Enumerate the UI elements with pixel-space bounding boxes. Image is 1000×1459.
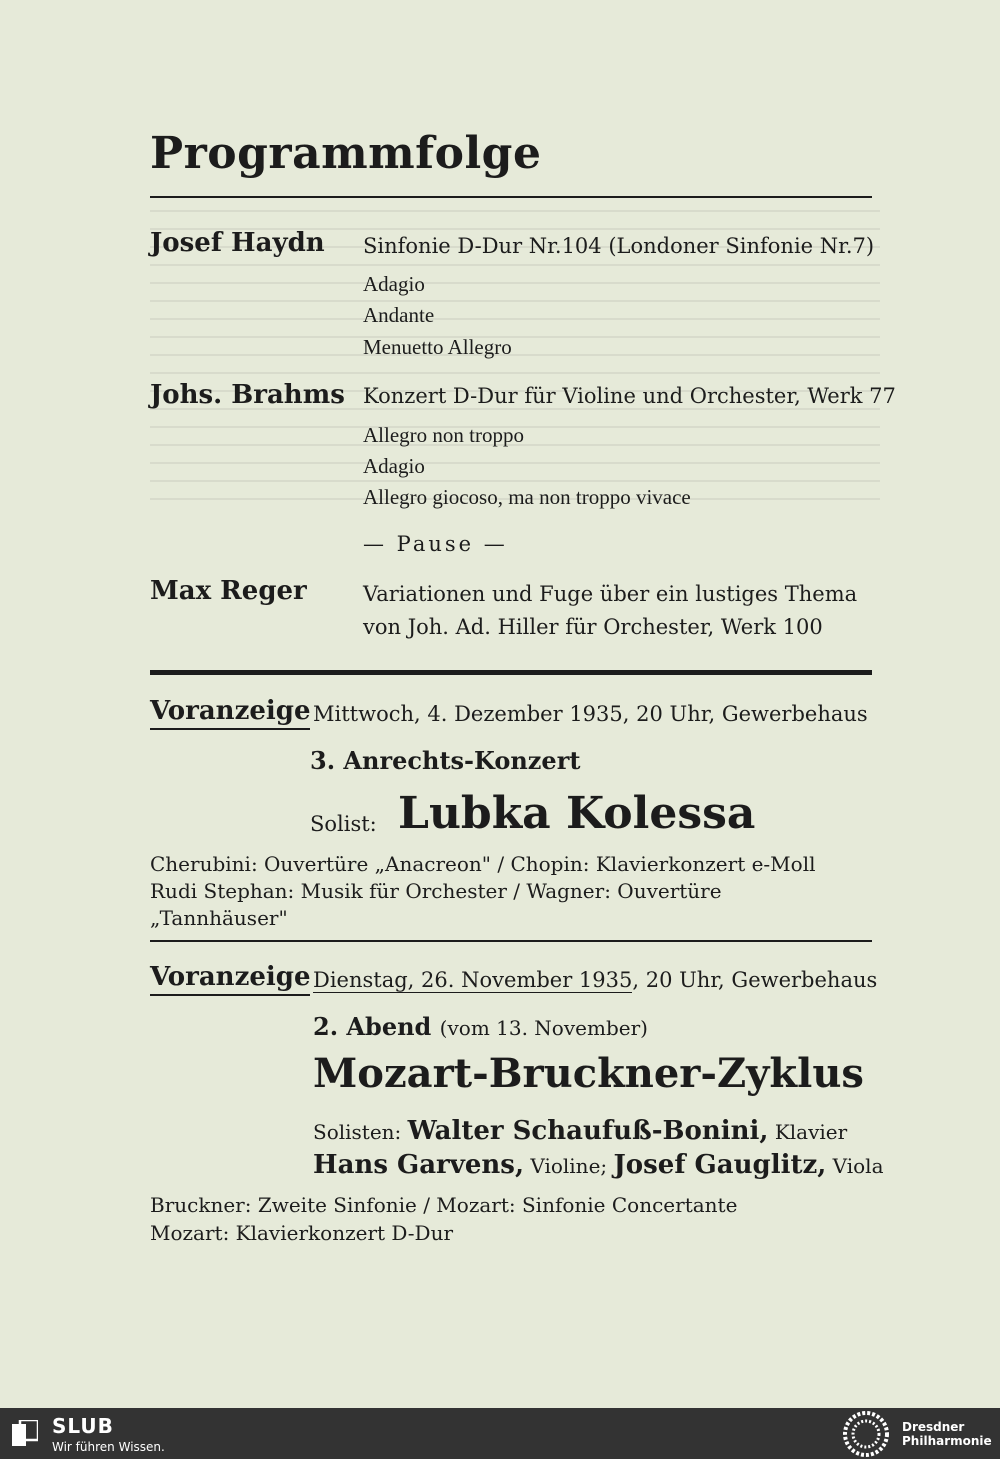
work-reger-line1: Variationen und Fuge über ein lustiges Thema	[363, 582, 858, 606]
movement: Adagio	[363, 272, 425, 296]
composer-haydn: Josef Haydn	[150, 228, 325, 258]
soloist-instrument: Klavier	[774, 1120, 848, 1144]
composer-brahms: Johs. Brahms	[150, 380, 345, 410]
movement: Menuetto Allegro	[363, 335, 512, 359]
movement: Allegro non troppo	[363, 423, 524, 447]
divider	[150, 196, 872, 198]
soloists-line2	[313, 1150, 884, 1180]
preview-label: Voranzeige	[150, 962, 310, 996]
evening-sub: (vom 13. November)	[439, 1016, 648, 1040]
movement: Allegro giocoso, ma non troppo vivace	[363, 485, 691, 509]
divider-heavy	[150, 670, 872, 675]
soloists-label: Solisten:	[313, 1120, 402, 1144]
soloist-name: Lubka Kolessa	[398, 788, 756, 839]
partner-name	[902, 1420, 992, 1448]
soloists-line1	[313, 1116, 847, 1146]
library-tagline: Wir führen Wissen.	[52, 1440, 165, 1454]
soloist-name: Josef Gauglitz,	[613, 1150, 827, 1180]
page-title: Programmfolge	[150, 128, 542, 179]
slub-logo-icon[interactable]	[12, 1420, 38, 1446]
philharmonie-logo-icon[interactable]	[842, 1410, 890, 1458]
composer-reger: Max Reger	[150, 576, 307, 606]
preview-date	[313, 968, 877, 992]
evening-label: 2. Abend	[313, 1012, 432, 1041]
divider	[150, 940, 872, 942]
program-line: Rudi Stephan: Musik für Orchester / Wagner: Ouvertüre	[150, 879, 722, 903]
soloist-name: Hans Garvens,	[313, 1150, 524, 1180]
library-name[interactable]: SLUB	[52, 1414, 114, 1438]
evening-number	[313, 1012, 648, 1041]
partner-name-line1: Dresdner	[902, 1420, 965, 1434]
soloist-label: Solist:	[310, 812, 377, 836]
soloist-name: Walter Schaufuß-Bonini,	[407, 1116, 769, 1146]
work-haydn: Sinfonie D-Dur Nr.104 (Londoner Sinfonie Nr.7)	[363, 234, 875, 258]
preview-date-day: Dienstag, 26. November 1935	[313, 968, 633, 992]
preview-date-rest: , 20 Uhr, Gewerbehaus	[632, 968, 878, 992]
program-line: Mozart: Klavierkonzert D-Dur	[150, 1221, 454, 1245]
cycle-title: Mozart-Bruckner-Zyklus	[313, 1050, 864, 1097]
concert-series: 3. Anrechts-Konzert	[310, 746, 581, 775]
soloist-instrument: Violine;	[530, 1154, 608, 1178]
preview-label: Voranzeige	[150, 696, 310, 730]
program-line: „Tannhäuser"	[150, 906, 288, 930]
work-reger-line2: von Joh. Ad. Hiller für Orchester, Werk 100	[363, 615, 823, 639]
movement: Andante	[363, 303, 435, 327]
soloist-instrument: Viola	[832, 1154, 884, 1178]
program-line: Bruckner: Zweite Sinfonie / Mozart: Sinfonie Concertante	[150, 1193, 738, 1217]
partner-name-line2: Philharmonie	[902, 1434, 992, 1448]
preview-date: Mittwoch, 4. Dezember 1935, 20 Uhr, Gewerbehaus	[313, 702, 868, 726]
pause-label: — Pause —	[363, 532, 508, 556]
work-brahms: Konzert D-Dur für Violine und Orchester, Werk 77	[363, 384, 896, 408]
program-line: Cherubini: Ouvertüre „Anacreon" / Chopin: Klavierkonzert e-Moll	[150, 852, 816, 876]
footer-bar	[0, 1408, 1000, 1459]
movement: Adagio	[363, 454, 425, 478]
